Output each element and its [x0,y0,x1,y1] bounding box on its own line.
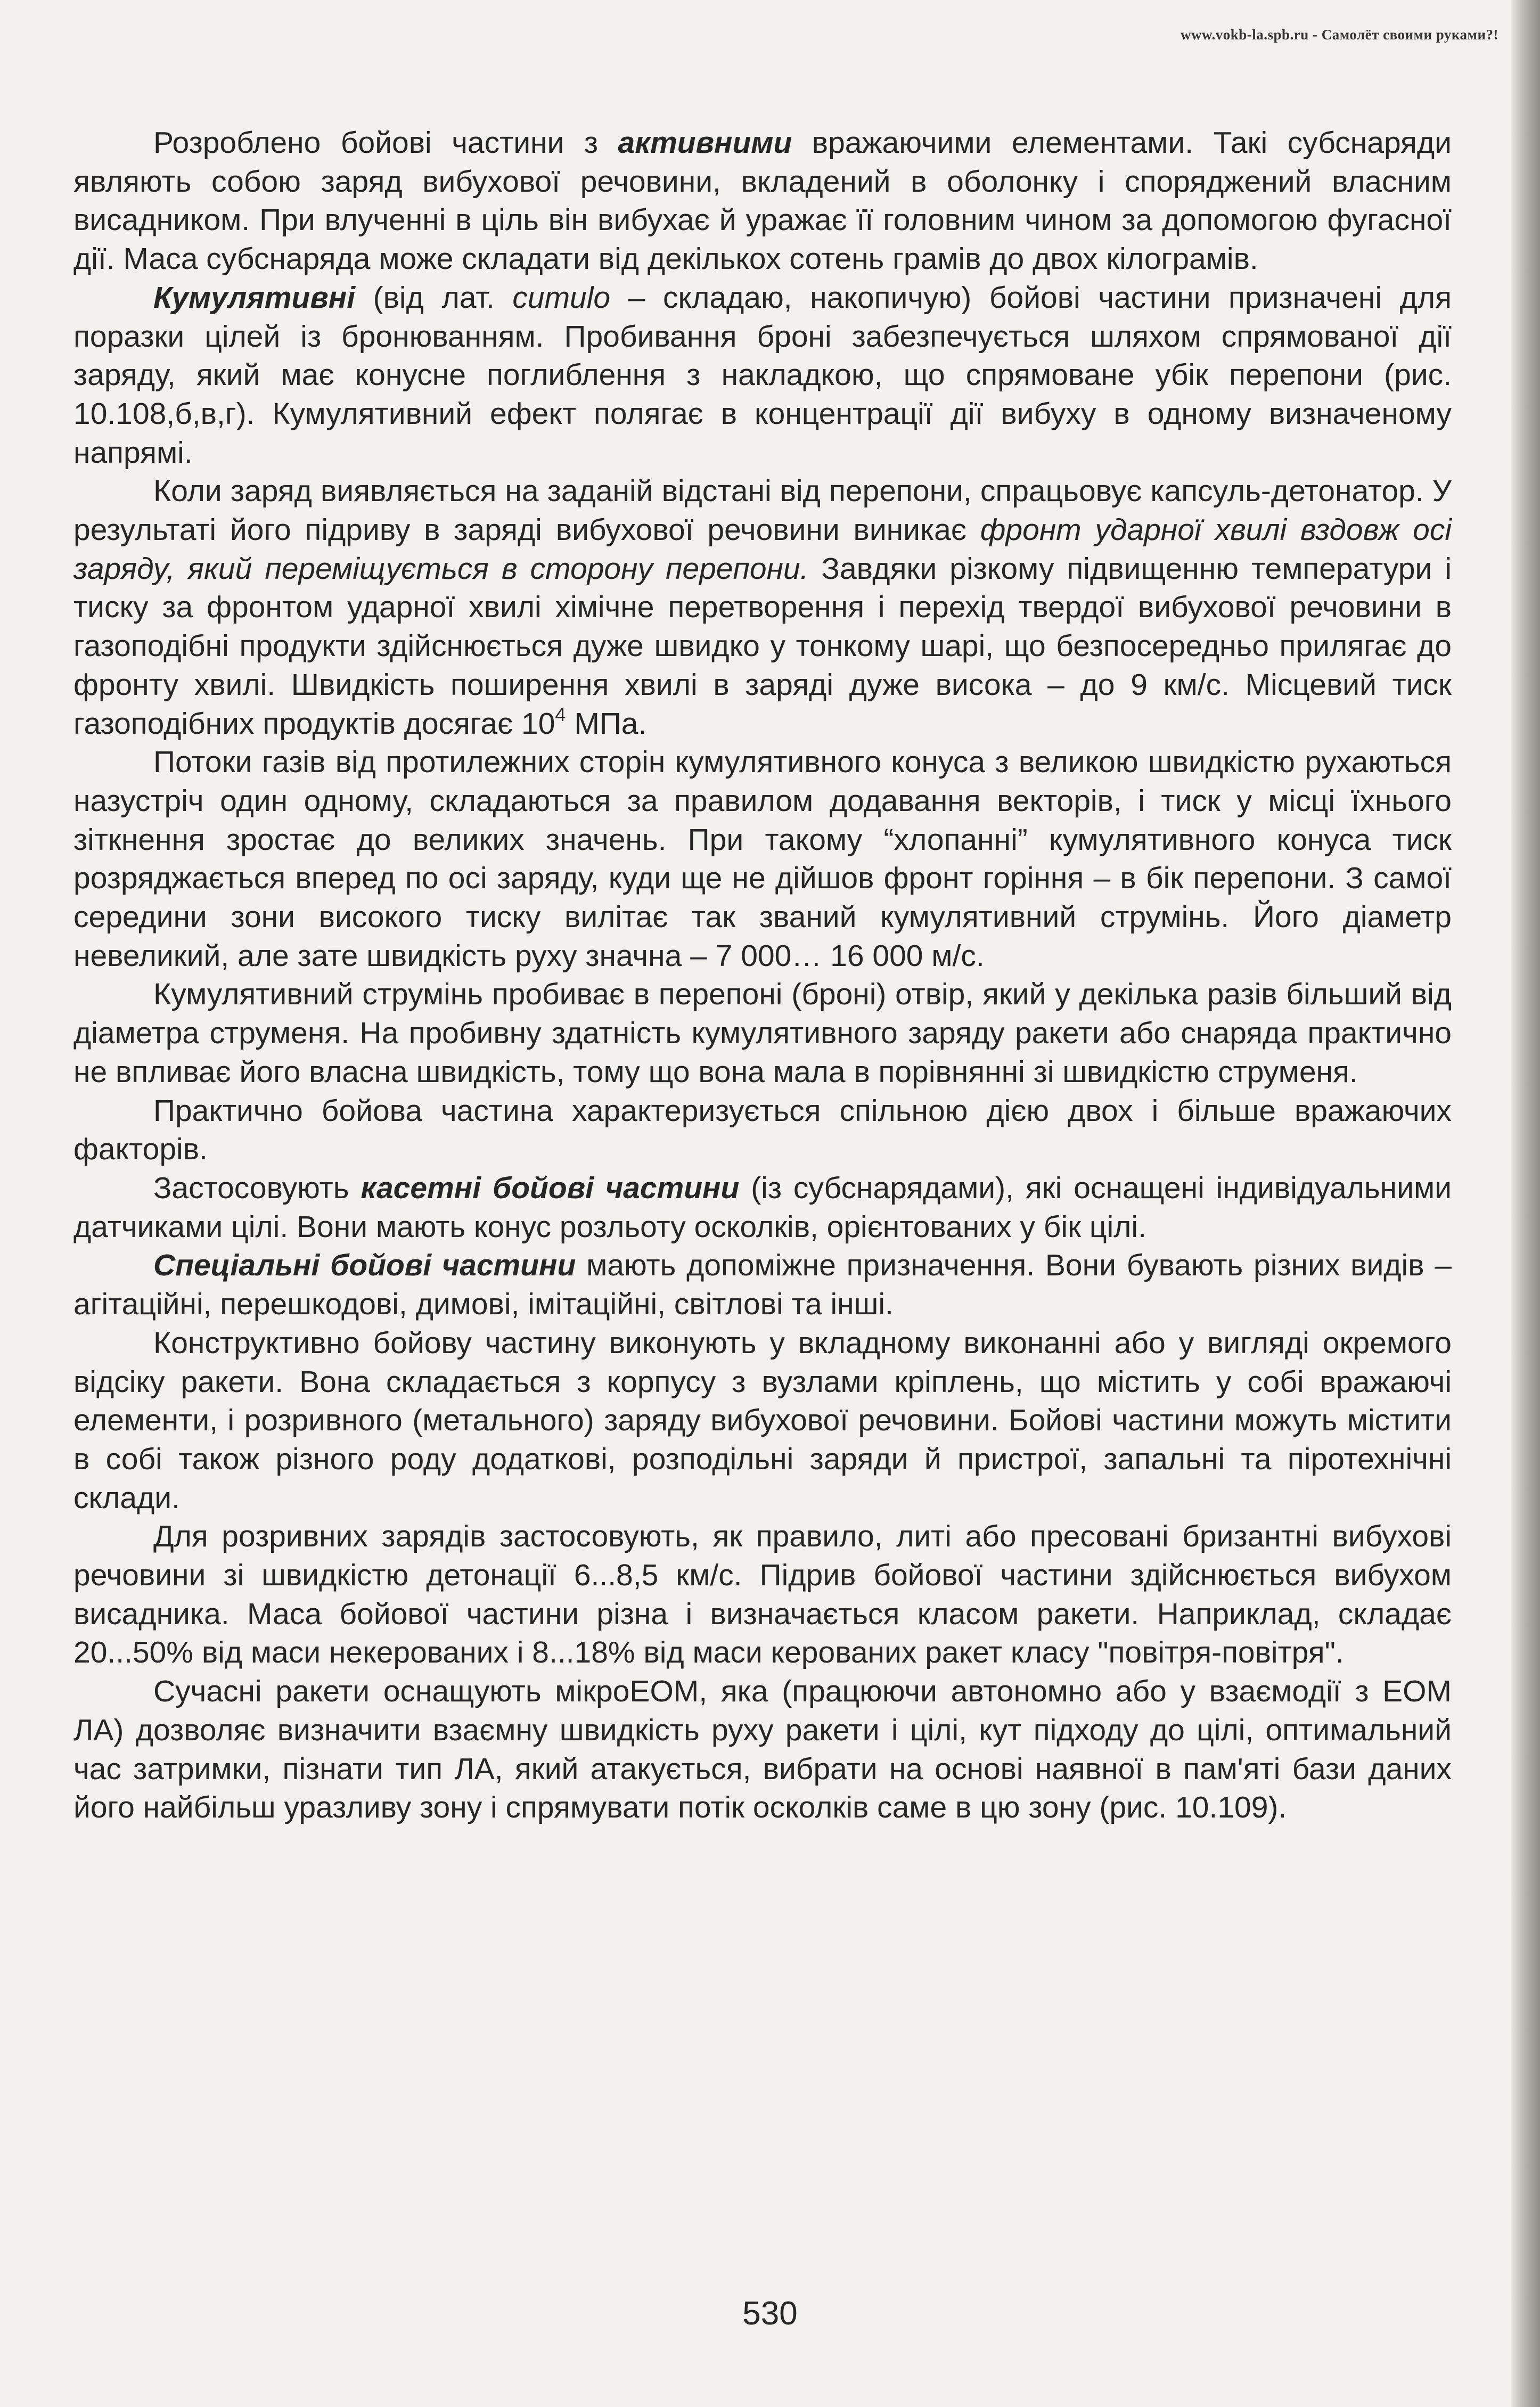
paragraph-11: Сучасні ракети оснащують мікроЕОМ, яка (працюючи автономно або у взаємодії з ЕОМ ЛА) дозволяє визначити взаємну швидкість руху ракети і цілі, кут підходу до цілі, оптимальний час затримки, пізнати тип ЛА, який атакується, вибрати на основі наявної в пам'яті бази даних його найбільш уразливу зону і спрямувати потік осколків саме в цю зону (рис. 10.109). [73,1674,1452,1825]
paragraph-9: Конструктивно бойову частину виконують у вкладному виконанні або у вигляді окремого відсіку ракети. Вона складається з корпусу з вузлами кріплень, що містить у собі вражаючі елементи, і розривного (метального) заряду вибухової речовини. Бойові частини можуть містити в собі також різного роду додаткові, розподільні заряди й пристрої, запальні та піротехнічні склади. [73,1325,1452,1515]
text-run: – складаю, накопичую) бойові частини призначені для поразки цілей із бронюванням. Пробивання броні забезпечується шляхом спрямованої дії заряду, який має конусне поглиблення з накладкою, що спрямоване убік перепони (рис. 10.108,б,в,г). Кумулятивний ефект полягає в концентрації дії вибуху в одному визначеному напрямі. [73,280,1452,470]
page-number: 530 [742,2295,798,2332]
term-special: Спеціальні бойові частини [153,1248,576,1283]
term-active: активними [618,126,792,160]
paragraph-2 [73,279,1452,472]
text-run: Завдяки різкому підвищенню температури і тиску за фронтом ударної хвилі хімічне перетворення і перехід твердої вибухової речовини в газоподібні продукти здійснюється дуже швидко у тонкому шарі, що безпосередньо прилягає до фронту хвилі. Швидкість поширення хвилі в заряді дуже висока – до 9 км/с. Місцевий тиск газоподібних продуктів досягає 10 [73,551,1452,741]
paragraph-10: Для розривних зарядів застосовують, як правило, литі або пресовані бризантні вибухові речовини зі швидкістю детонації 6...8,5 км/с. Підрив бойової частини здійснюється вибухом висадника. Маса бойової частини різна і визначається класом ракети. Наприклад, складає 20...50% від маси некерованих і 8...18% від маси керованих ракет класу "повітря-повітря". [73,1519,1452,1670]
text-run: мають допоміжне призначення. Вони бувають різних видів – агітаційні, перешкодові, димові, імітаційні, світлові та інші. [73,1248,1452,1322]
term-cumulative: Кумулятивні [153,280,356,315]
text-run: Застосовують [153,1170,361,1205]
paragraph-3 [73,472,1452,743]
body-text [73,124,1452,1827]
latin-word: cumulo [512,280,611,315]
paragraph-6: Практично бойова частина характеризується спільною дією двох і більше вражаючих факторів. [73,1093,1452,1167]
page-binding-shadow [1511,0,1540,2407]
text-run: Розроблено бойові частини з [153,126,618,160]
text-run: (із субснарядами), які оснащені індивідуальними датчиками цілі. Вони мають конус розльоту осколків, орієнтованих у бік цілі. [73,1170,1452,1244]
superscript: 4 [555,703,566,725]
text-run: МПа. [566,706,647,741]
text-run: Коли заряд виявляється на заданій відстані від перепони, спрацьовує капсуль-детонатор. У результаті його підриву в заряді вибухової речовини виникає [73,474,1452,547]
italic-phrase: фронт ударної хвилі вздовж осі заряду, який переміщується в сторону перепони. [73,513,1452,586]
text-run: вражаючими елементами. Такі субснаряди являють собою заряд вибухової речовини, вкладений в оболонку і споряджений власним висадником. При влученні в ціль він вибухає й уражає її головним чином за допомогою фугасної дії. Маса субснаряда може складати від декількох сотень грамів до двох кілограмів. [73,126,1452,276]
header-site-note: www.vokb-la.spb.ru - Самолёт своими руками?! [1180,27,1498,43]
paragraph-8 [73,1246,1452,1323]
paragraph-7 [73,1169,1452,1246]
paragraph-1 [73,124,1452,279]
term-cassette: касетні бойові частини [361,1170,740,1205]
paragraph-5: Кумулятивний струмінь пробиває в перепоні (броні) отвір, який у декілька разів більший від діаметра струменя. На пробивну здатність кумулятивного заряду ракети або снаряда практично не впливає його власна швидкість, тому що вона мала в порівнянні зі швидкістю струменя. [73,977,1452,1089]
paragraph-4: Потоки газів від протилежних сторін кумулятивного конуса з великою швидкістю рухаються назустріч один одному, складаються за правилом додавання векторів, і тиск у місці їхнього зіткнення зростає до великих значень. При такому “хлопанні” кумулятивного конуса тиск розряджається вперед по осі заряду, куди ще не дійшов фронт горіння – в бік перепони. З самої середини зони високого тиску вилітає так званий кумулятивний струмінь. Його діаметр невеликий, але зате швидкість руху значна – 7 000… 16 000 м/с. [73,745,1452,973]
text-run: (від лат. [355,280,513,315]
